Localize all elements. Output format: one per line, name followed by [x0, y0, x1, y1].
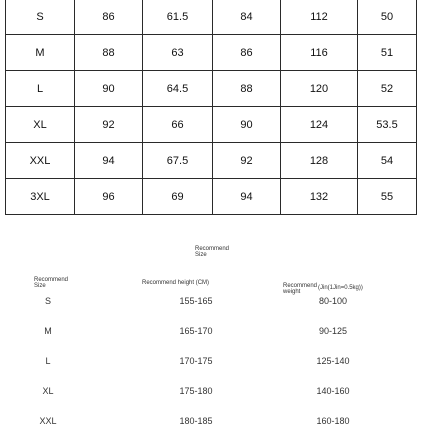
measurement-cell: 92: [213, 143, 281, 179]
recommend-weight-cell: 90-125: [318, 326, 348, 336]
measurement-cell: 116: [281, 35, 358, 71]
measurement-cell: 61.5: [143, 0, 213, 35]
recommend-weight-cell: 80-100: [318, 296, 348, 306]
table-row: [6, 107, 417, 143]
measurement-cell: 96: [75, 179, 143, 215]
recommend-weight-cell: 125-140: [316, 356, 350, 366]
measurement-cell: 51: [358, 35, 417, 71]
size-cell: XXL: [6, 143, 75, 179]
measurement-cell: 55: [358, 179, 417, 215]
table-row: [6, 179, 417, 215]
recommend-weight-cell: 160-180: [316, 416, 350, 426]
measurement-cell: 112: [281, 0, 358, 35]
recommend-size-heading: Recommend Size: [195, 246, 230, 258]
size-cell: S: [6, 0, 75, 35]
size-chart-table: [5, 0, 417, 215]
recommend-height-column-header: Recommend height (CM): [142, 280, 210, 286]
recommend-weight-cell: 140-160: [316, 386, 350, 396]
recommend-size-column-header: Recommend Size: [34, 277, 69, 289]
measurement-cell: 90: [213, 107, 281, 143]
measurement-cell: 94: [213, 179, 281, 215]
table-row: [6, 143, 417, 179]
table-row: [6, 71, 417, 107]
measurement-cell: 54: [358, 143, 417, 179]
recommend-height-cell: 175-180: [179, 386, 213, 396]
measurement-cell: 86: [75, 0, 143, 35]
measurement-cell: 86: [213, 35, 281, 71]
recommend-size-cell: S: [44, 296, 51, 306]
measurement-cell: 94: [75, 143, 143, 179]
table-row: [6, 0, 417, 35]
recommend-height-cell: 170-175: [179, 356, 213, 366]
recommend-height-cell: 155-165: [179, 296, 213, 306]
measurement-cell: 92: [75, 107, 143, 143]
recommend-weight-label: Recommend weight: [283, 283, 318, 295]
measurement-cell: 63: [143, 35, 213, 71]
recommend-height-cell: 180-185: [179, 416, 213, 426]
measurement-cell: 64.5: [143, 71, 213, 107]
measurement-cell: 120: [281, 71, 358, 107]
size-cell: L: [6, 71, 75, 107]
recommend-size-cell: XXL: [39, 416, 57, 426]
size-cell: XL: [6, 107, 75, 143]
measurement-cell: 66: [143, 107, 213, 143]
measurement-cell: 67.5: [143, 143, 213, 179]
size-cell: M: [6, 35, 75, 71]
measurement-cell: 69: [143, 179, 213, 215]
measurement-cell: 90: [75, 71, 143, 107]
recommend-size-cell: M: [44, 326, 52, 336]
recommend-height-cell: 165-170: [179, 326, 213, 336]
measurement-cell: 132: [281, 179, 358, 215]
recommend-weight-unit: (Jin(1Jin=0.5kg)): [318, 285, 363, 291]
table-row: [6, 35, 417, 71]
measurement-cell: 124: [281, 107, 358, 143]
measurement-cell: 50: [358, 0, 417, 35]
measurement-cell: 52: [358, 71, 417, 107]
size-cell: 3XL: [6, 179, 75, 215]
measurement-cell: 53.5: [358, 107, 417, 143]
measurement-cell: 88: [213, 71, 281, 107]
recommend-size-cell: XL: [42, 386, 54, 396]
recommend-size-cell: L: [45, 356, 51, 366]
measurement-cell: 84: [213, 0, 281, 35]
measurement-cell: 128: [281, 143, 358, 179]
recommend-weight-column-header: [283, 277, 363, 295]
measurement-cell: 88: [75, 35, 143, 71]
